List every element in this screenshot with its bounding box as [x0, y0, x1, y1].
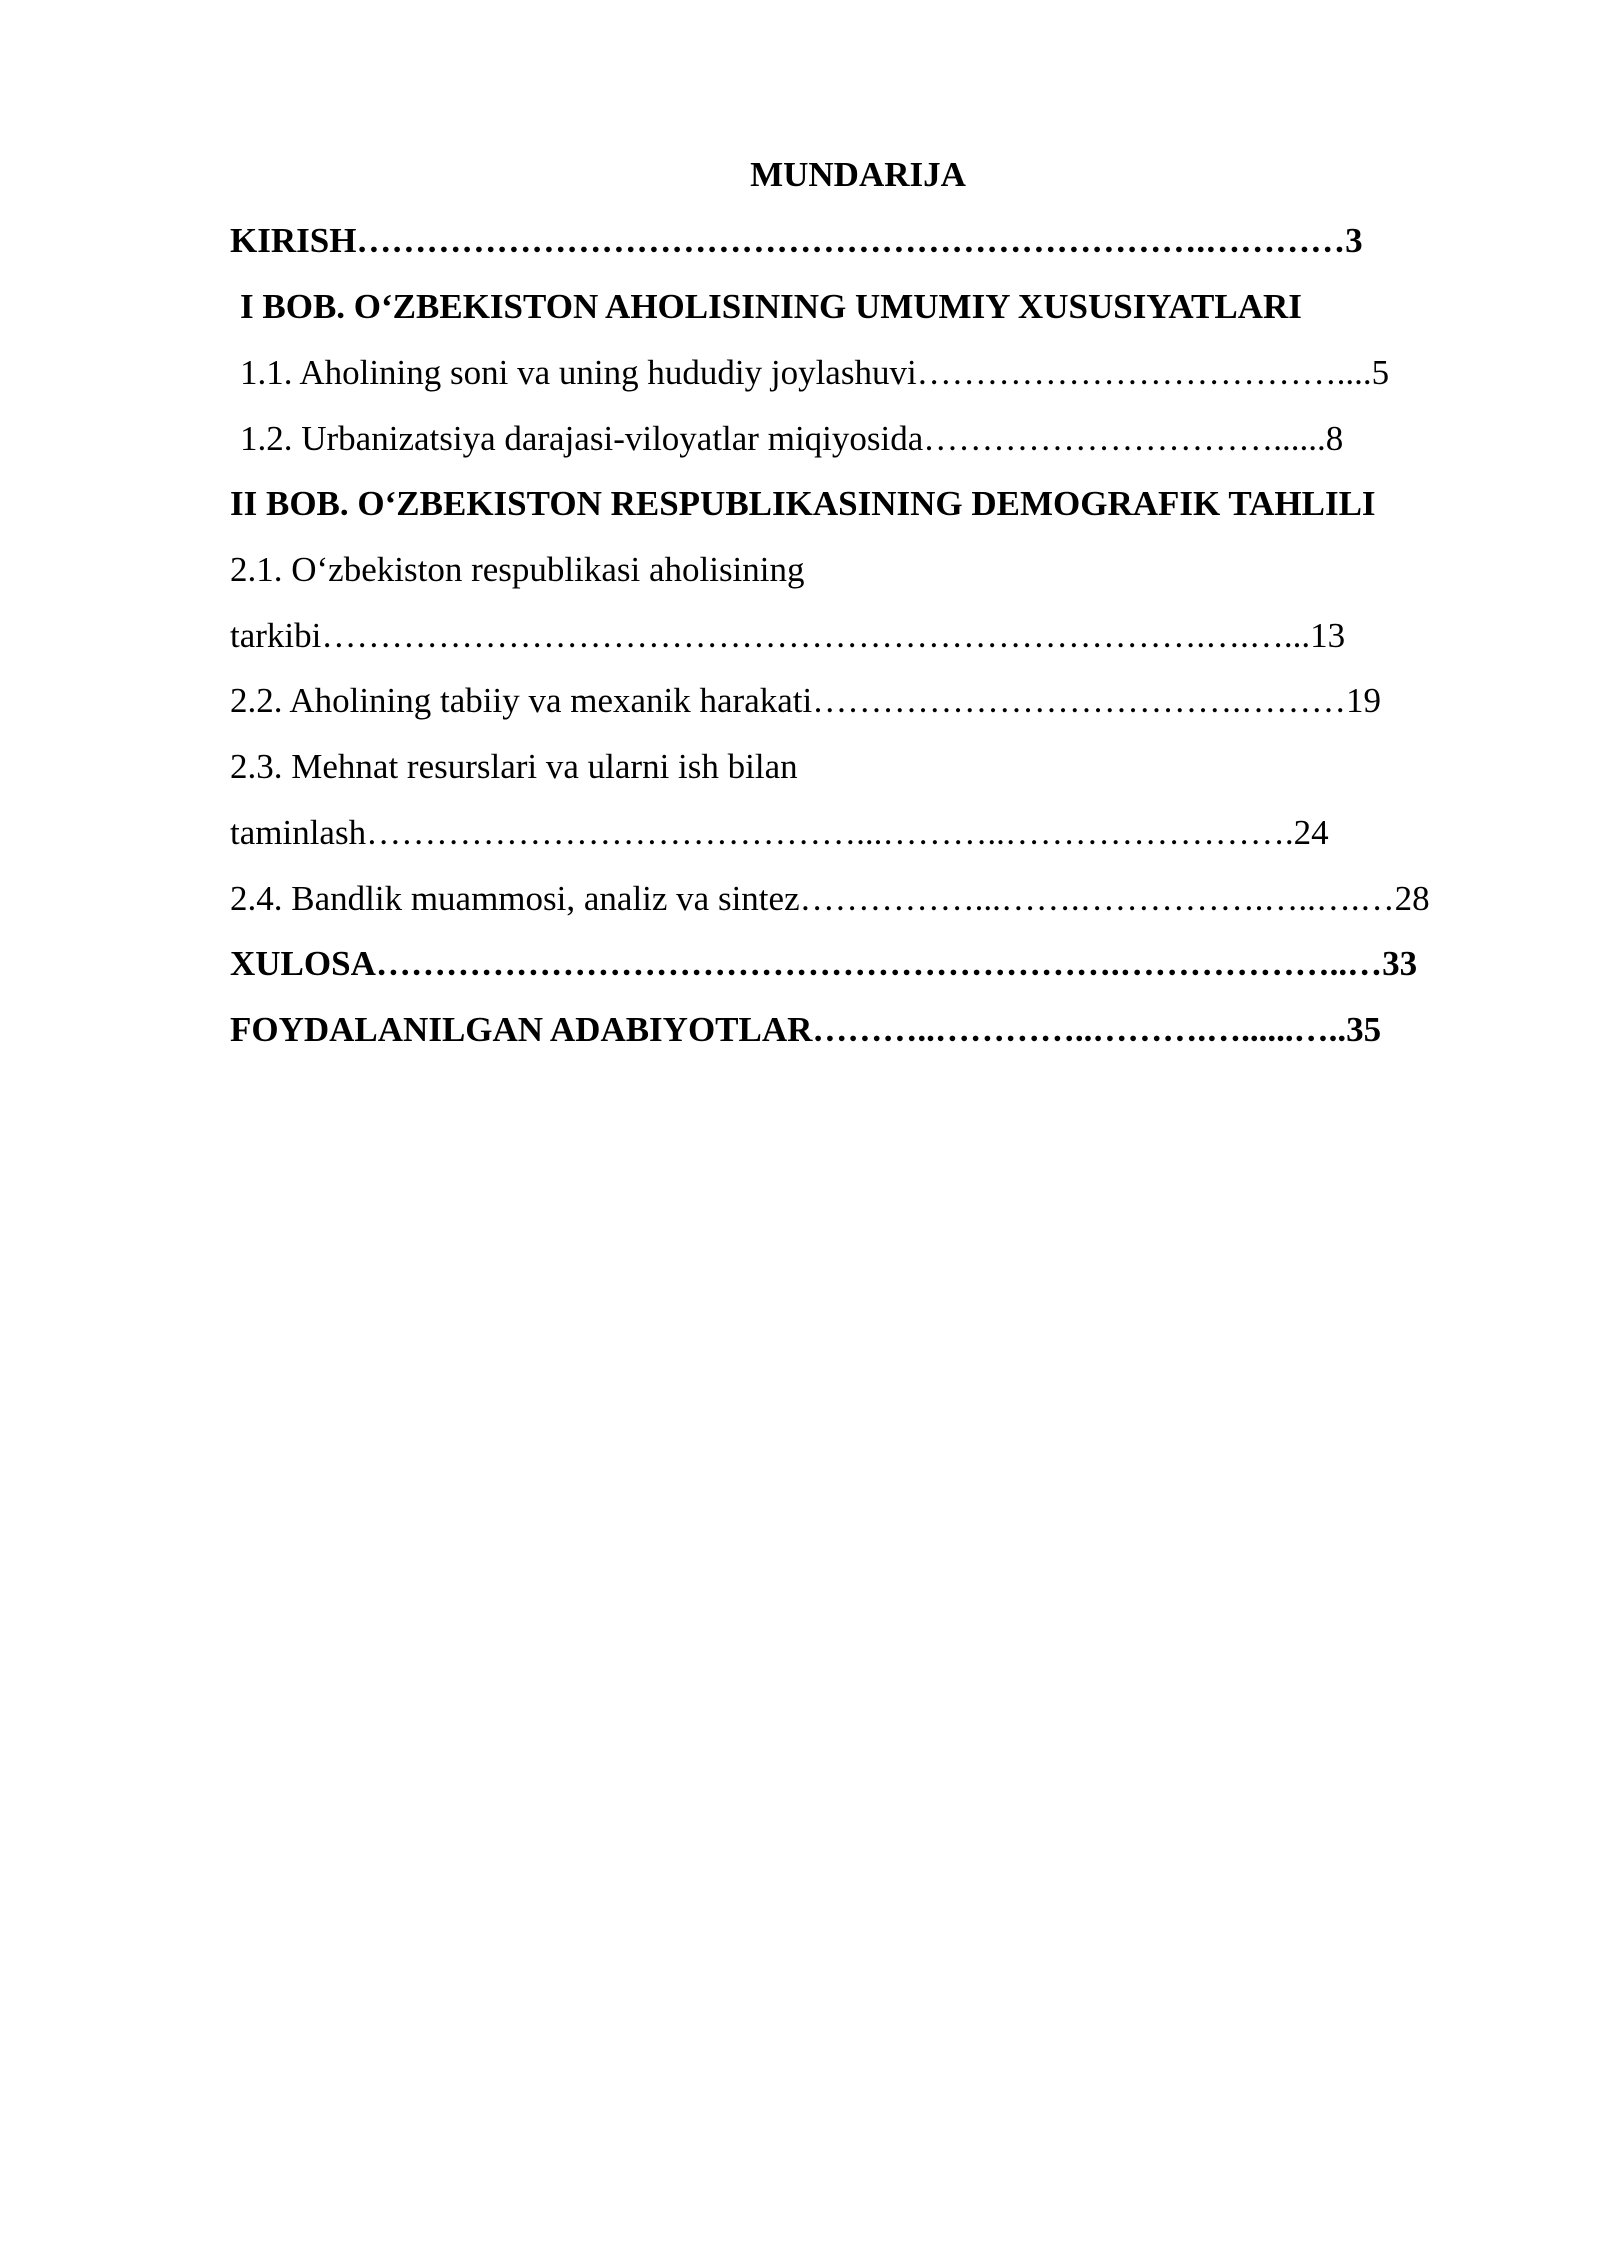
toc-entry-kirish: KIRISH……………………………………………………………….…………3	[230, 221, 1363, 260]
toc-section-1-2: 1.2. Urbanizatsiya darajasi-viloyatlar miqiyosida…………………………......8	[240, 419, 1344, 458]
toc-section-1-1: 1.1. Aholining soni va uning hududiy joylashuvi………………………………....5	[240, 353, 1390, 392]
toc-section-2-3-continued: taminlash……………………………………...………..…………………….24	[230, 813, 1329, 852]
toc-entry-xulosa: XULOSA……………………………………………………….………………..…33	[230, 944, 1418, 983]
toc-chapter-1: I BOB. O‘ZBEKISTON AHOLISINING UMUMIY XUSUSIYATLARI	[240, 287, 1302, 326]
toc-section-2-2: 2.2. Aholining tabiiy va mexanik harakati……………………………….………19	[230, 681, 1381, 720]
toc-section-2-1-continued: tarkibi………………………………………………………………….….…...13	[230, 616, 1346, 655]
toc-section-2-3: 2.3. Mehnat resurslari va ularni ish bilan	[230, 747, 798, 786]
toc-title: MUNDARIJA	[750, 155, 966, 194]
toc-entry-references: FOYDALANILGAN ADABIYOTLAR………..…………..……….…......…..35	[230, 1010, 1382, 1049]
toc-chapter-2: II BOB. O‘ZBEKISTON RESPUBLIKASINING DEMOGRAFIK TAHLILI	[230, 484, 1376, 523]
toc-section-2-1: 2.1. O‘zbekiston respublikasi aholisining	[230, 550, 805, 589]
toc-section-2-4: 2.4. Bandlik muammosi, analiz va sintez……………...…….…………….…..….…28	[230, 879, 1430, 918]
